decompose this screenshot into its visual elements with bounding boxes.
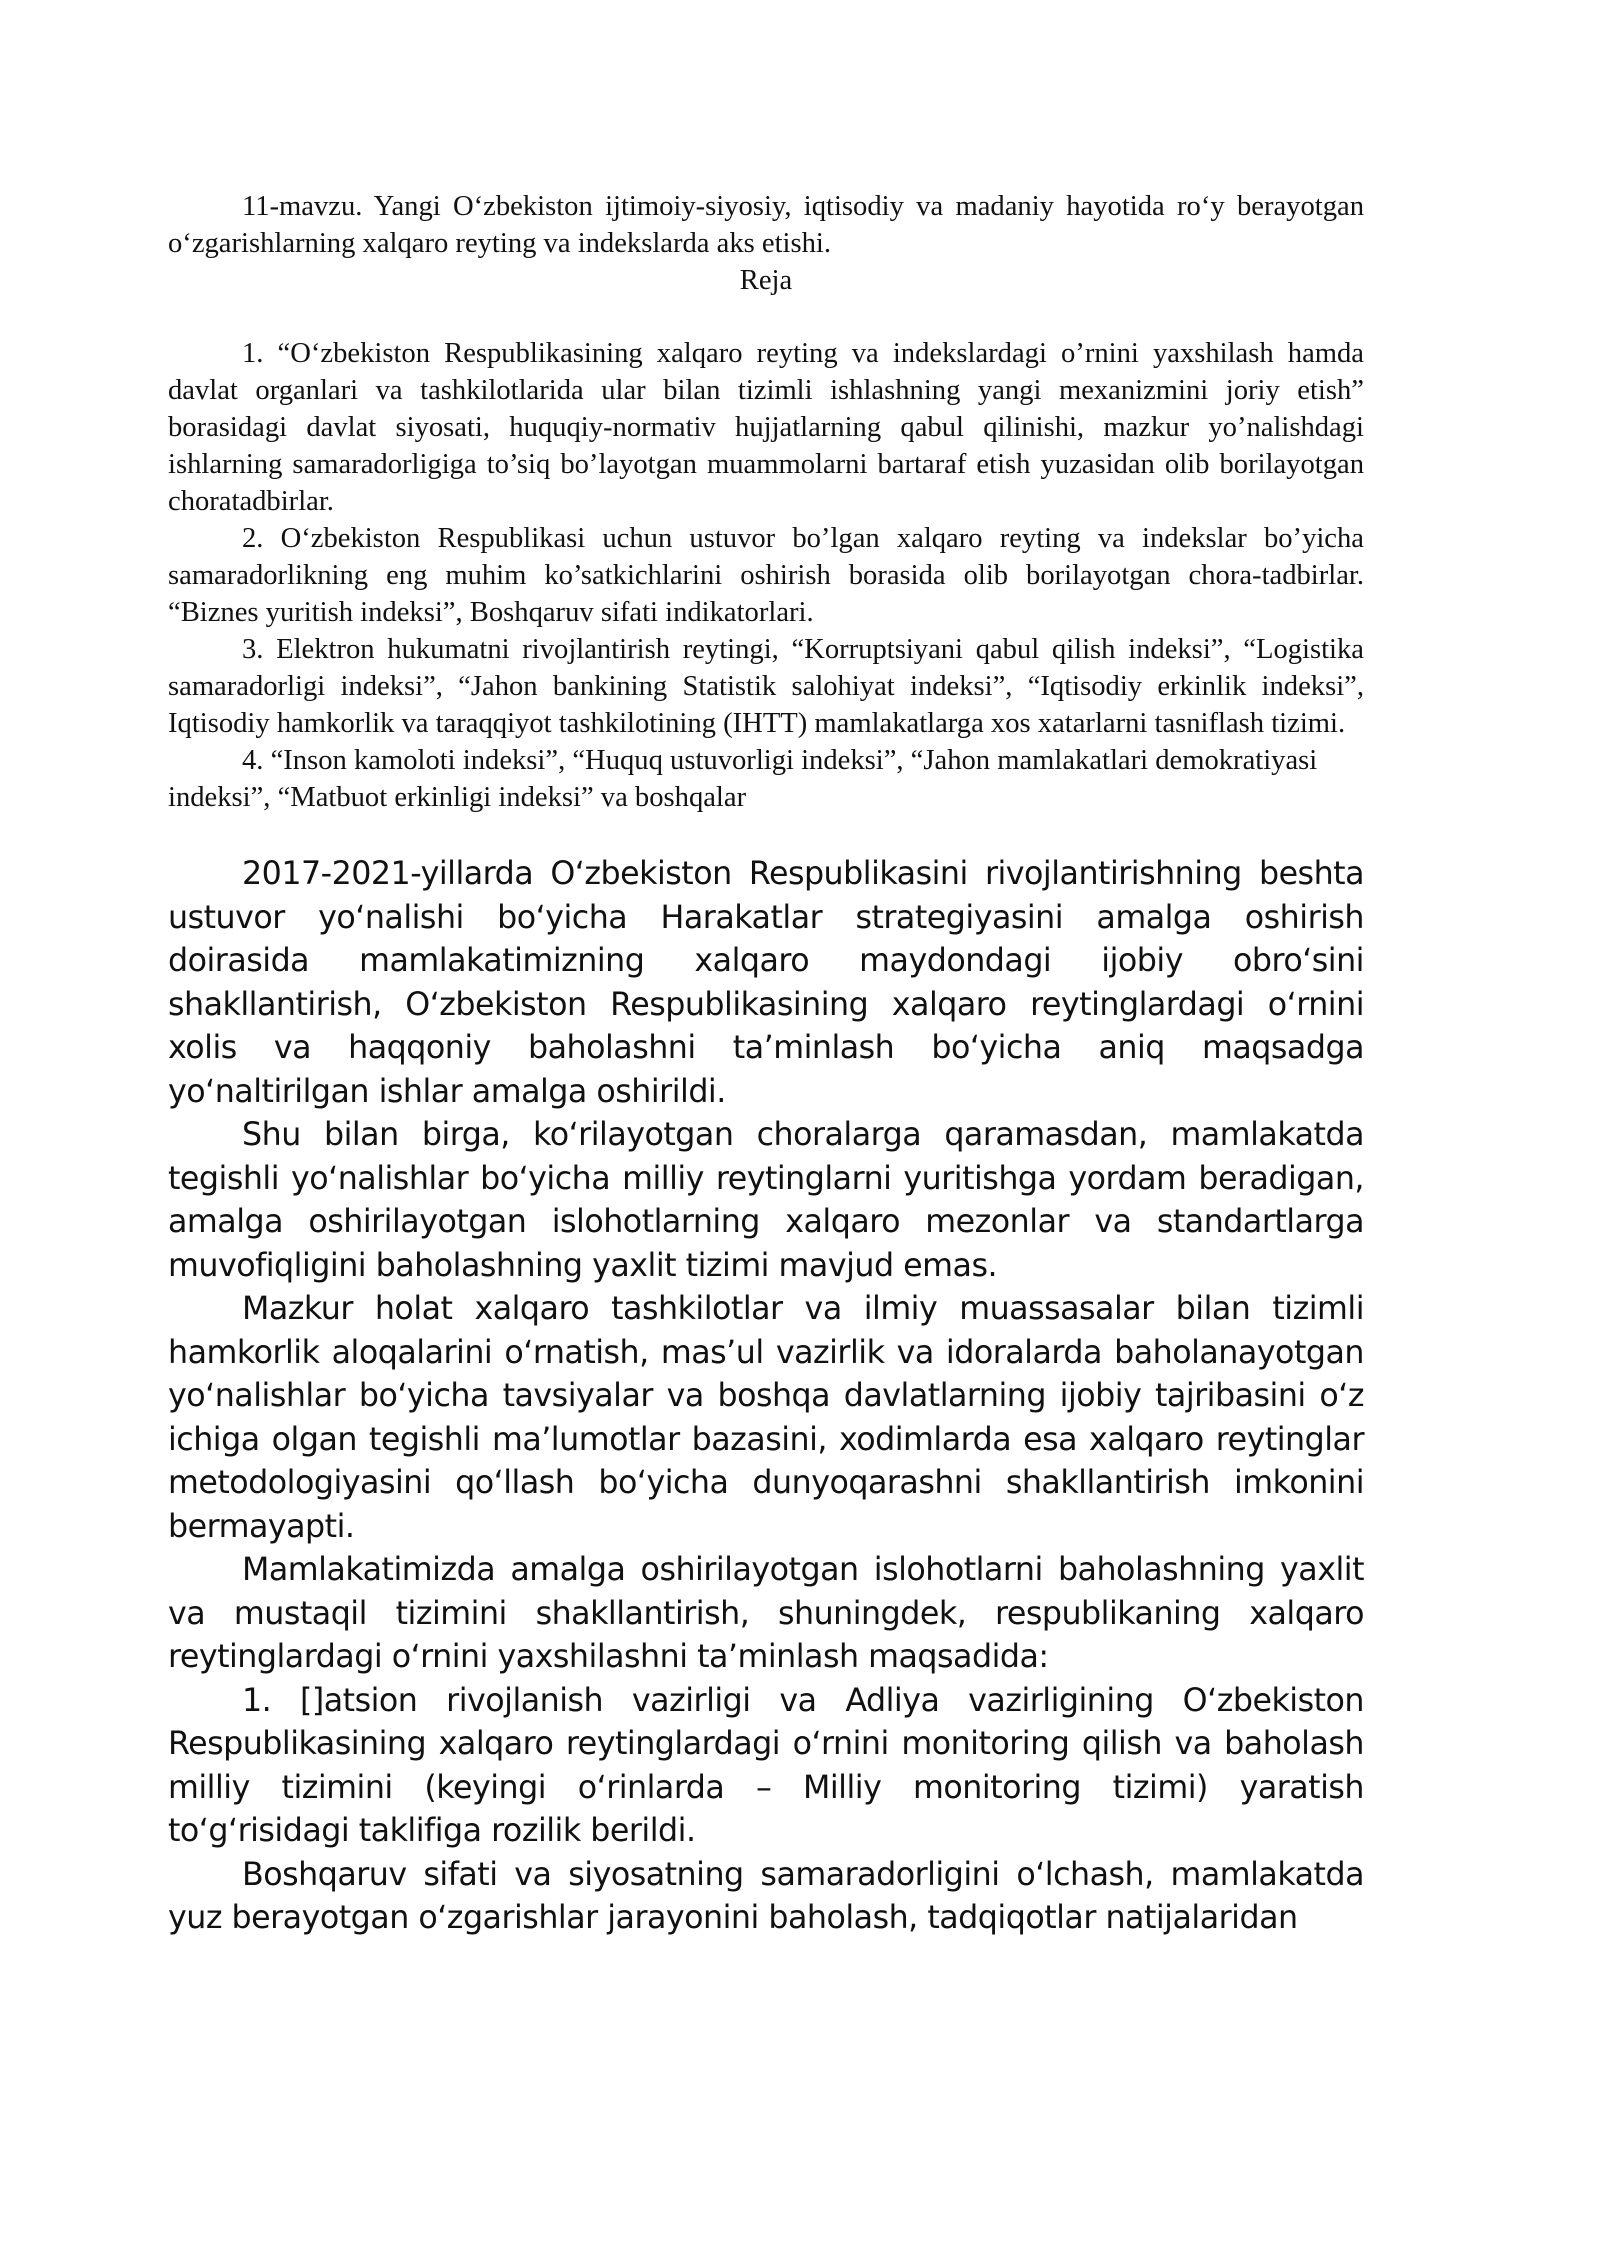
body-paragraph-numbered-1: 1. []atsion rivojlanish vazirligi va Adliya vazirligining O‘zbekiston Respublikasining xalqaro reytinglardagi o‘rnini monitoring qilish va baholash milliy tizimini (keyingi o‘rinlarda – Milliy monitoring tizimi) yaratish to‘g‘risidagi taklifiga rozilik berildi. <box>168 1682 1364 1849</box>
body-paragraph: 2017-2021-yillarda O‘zbekiston Respublikasini rivojlantirishning beshta ustuvor yo‘nalishi bo‘yicha Harakatlar strategiyasini amalga oshirish doirasida mamlakatimizning xalqaro maydondagi ijobiy obro‘sini shakllantirish, O‘zbekiston Respublikasining xalqaro reytinglardagi o‘rnini xolis va haqqoniy baholashni ta’minlash bo‘yicha aniq maqsadga yo‘naltirilgan ishlar amalga oshirildi. <box>168 856 1364 1110</box>
plan-item-2: 2. O‘zbekiston Respublikasi uchun ustuvor bo’lgan xalqaro reyting va indekslar bo’yicha samaradorlikning eng muhim ko’satkichlarini oshirish borasida olib borilayotgan chora-tadbirlar. “Biznes yuritish indeksi”, Boshqaruv sifati indikatorlari. <box>168 523 1364 628</box>
plan-item-3: 3. Elektron hukumatni rivojlantirish reytingi, “Korruptsiyani qabul qilish indeksi”, “Logistika samaradorligi indeksi”, “Jahon bankining Statistik salohiyat indeksi”, “Iqtisodiy erkinlik indeksi”, Iqtisodiy hamkorlik va taraqqiyot tashkilotining (IHTT) mamlakatlarga xos xatarlarni tasniflash tizimi. <box>168 634 1364 739</box>
body-paragraph: Mamlakatimizda amalga oshirilayotgan islohotlarni baholashning yaxlit va mustaqil tizimini shakllantirish, shuningdek, respublikaning xalqaro reytinglardagi o‘rnini yaxshilashni ta’minlash maqsadida: <box>168 1552 1364 1675</box>
plan-item-1: 1. “O‘zbekiston Respublikasining xalqaro reyting va indekslardagi o’rnini yaxshilash hamda davlat organlari va tashkilotlarida ular bilan tizimli ishlashning yangi mexanizmini joriy etish” borasidagi davlat siyosati, huquqiy-normativ hujjatlarning qabul qilinishi, mazkur yo’nalishdagi ishlarning samaradorligiga to’siq bo’layotgan muammolarni bartaraf etish yuzasidan olib borilayotgan choratadbirlar. <box>168 338 1364 517</box>
spacer <box>168 816 1364 853</box>
topic-heading: 11-mavzu. Yangi O‘zbekiston ijtimoiy-siyosiy, iqtisodiy va madaniy hayotida ro‘y berayotgan o‘zgarishlarning xalqaro reyting va indekslarda aks etishi. <box>168 191 1364 259</box>
body-paragraph: Shu bilan birga, ko‘rilayotgan choralarga qaramasdan, mamlakatda tegishli yo‘nalishlar bo‘yicha milliy reytinglarni yuritishga yordam beradigan, amalga oshirilayotgan islohotlarning xalqaro mezonlar va standartlarga muvofiqligini baholashning yaxlit tizimi mavjud emas. <box>168 1117 1364 1284</box>
plan-list <box>168 335 1364 816</box>
spacer <box>168 299 1364 335</box>
body-text <box>168 853 1364 1941</box>
body-paragraph: Boshqaruv sifati va siyosatning samaradorligini o‘lchash, mamlakatda yuz berayotgan o‘zgarishlar jarayonini baholash, tadqiqotlar natijalaridan <box>168 1856 1364 1936</box>
plan-label: Reja <box>739 265 793 296</box>
body-paragraph: Mazkur holat xalqaro tashkilotlar va ilmiy muassasalar bilan tizimli hamkorlik aloqalarini o‘rnatish, mas’ul vazirlik va idoralarda baholanayotgan yo‘nalishlar bo‘yicha tavsiyalar va boshqa davlatlarning ijobiy tajribasini o‘z ichiga olgan tegishli ma’lumotlar bazasini, xodimlarda esa xalqaro reytinglar metodologiyasini qo‘llash bo‘yicha dunyoqarashni shakllantirish imkonini bermayapti. <box>168 1291 1364 1545</box>
plan-item-4-continuation: indeksi”, “Matbuot erkinligi indeksi” va boshqalar <box>168 782 747 813</box>
document-page <box>168 188 1364 1941</box>
plan-item-4: 4. “Inson kamoloti indeksi”, “Huquq ustuvorligi indeksi”, “Jahon mamlakatlari demokratiyasi <box>242 745 1318 776</box>
